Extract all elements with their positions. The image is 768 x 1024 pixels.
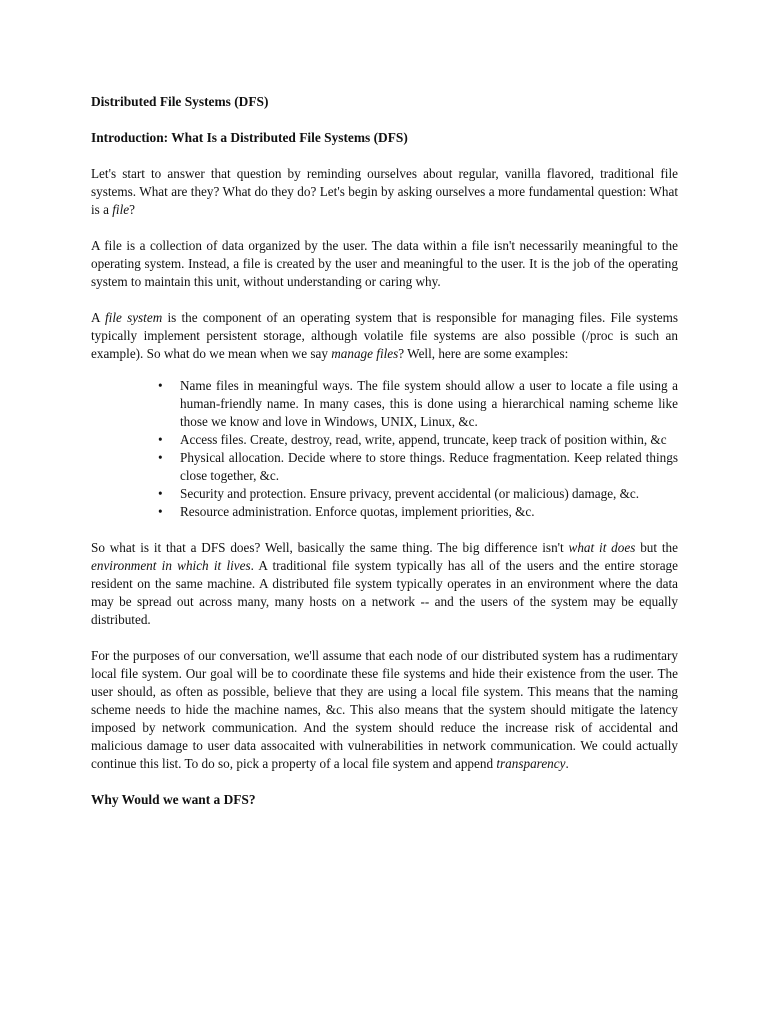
list-item [158,431,678,449]
why-dfs-heading: Why Would we want a DFS? [91,792,256,807]
bullet-list [91,377,678,521]
emphasis-manage-files: manage files [331,346,399,361]
list-item [158,377,678,431]
paragraph-file-system-definition [91,309,678,363]
text-run: A [91,310,106,325]
list-item [158,503,678,521]
paragraph-transparency [91,647,678,773]
bullet-icon: • [158,486,163,501]
list-item-text: Name files in meaningful ways. The file system should allow a user to locate a file using a human-friendly name. In many cases, this is done using a hierarchical naming scheme like those we know and love in Windows, UNIX, Linux, &c. [180,378,678,429]
text-run: but the [635,540,678,555]
emphasis-what-it-does: what it does [568,540,636,555]
text-run: is the component of an operating system that is responsible for managing files. File systems typically implement persistent storage, although volatile file systems are also possible (/proc is such an example). So what do we mean when we say [91,310,679,361]
text-run: ? [129,202,135,217]
bullet-icon: • [158,450,163,465]
emphasis-environment: environment in which it lives [91,558,251,573]
bullet-icon: • [158,432,163,447]
list-item-text: Security and protection. Ensure privacy, prevent accidental (or malicious) damage, &c. [180,486,640,501]
intro-heading: Introduction: What Is a Distributed File Systems (DFS) [91,130,408,145]
paragraph-what-dfs-does [91,539,678,629]
emphasis-file-system: file system [105,310,163,325]
bullet-icon: • [158,504,163,519]
list-item-text: Access files. Create, destroy, read, write, append, truncate, keep track of position within, &c [180,432,667,447]
emphasis-file: file [112,202,130,217]
text-run: For the purposes of our conversation, we'll assume that each node of our distributed system has a rudimentary local file system. Our goal will be to coordinate these file systems and hide their existence from the user. The user should, as often as possible, believe that they are using a local file system. This means that the naming scheme needs to hide the machine names, &c. This also means that the system should mitigate the latency imposed by network communication. And the system should reduce the increase risk of accidental and malicious damage to user data assocaited with vulnerabilities in network communication. We could actually continue this list. To do so, pick a property of a local file system and append [91,648,678,771]
text-run: So what is it that a DFS does? Well, basically the same thing. The big difference isn't [91,540,569,555]
emphasis-transparency: transparency [496,756,566,771]
text-run: Let's start to answer that question by reminding ourselves about regular, vanilla flavored, traditional file systems. What are they? What do they do? Let's begin by asking ourselves a more fundamental question: What is a [91,166,678,217]
text-run: . [565,756,569,771]
list-item-text: Physical allocation. Decide where to store things. Reduce fragmentation. Keep related things close together, &c. [180,450,678,483]
paragraph-file-definition: A file is a collection of data organized by the user. The data within a file isn't necessarily meaningful to the operating system. Instead, a file is created by the user and meaningful to the user. It is the job of the operating system to maintain this unit, without understanding or caring why. [91,238,678,289]
paragraph-what-is-file-question [91,165,678,219]
document-title: Distributed File Systems (DFS) [91,94,269,109]
list-item [158,449,678,485]
list-item [158,485,678,503]
list-item-text: Resource administration. Enforce quotas, implement priorities, &c. [180,504,535,519]
text-run: ? Well, here are some examples: [398,346,569,361]
text-run: . A traditional file system typically has all of the users and the entire storage resident on the same machine. A distributed file system typically operates in an environment where the data may be spread out across many, many hosts on a network -- and the users of the system may be equally distributed. [91,558,679,627]
bullet-icon: • [158,378,163,393]
